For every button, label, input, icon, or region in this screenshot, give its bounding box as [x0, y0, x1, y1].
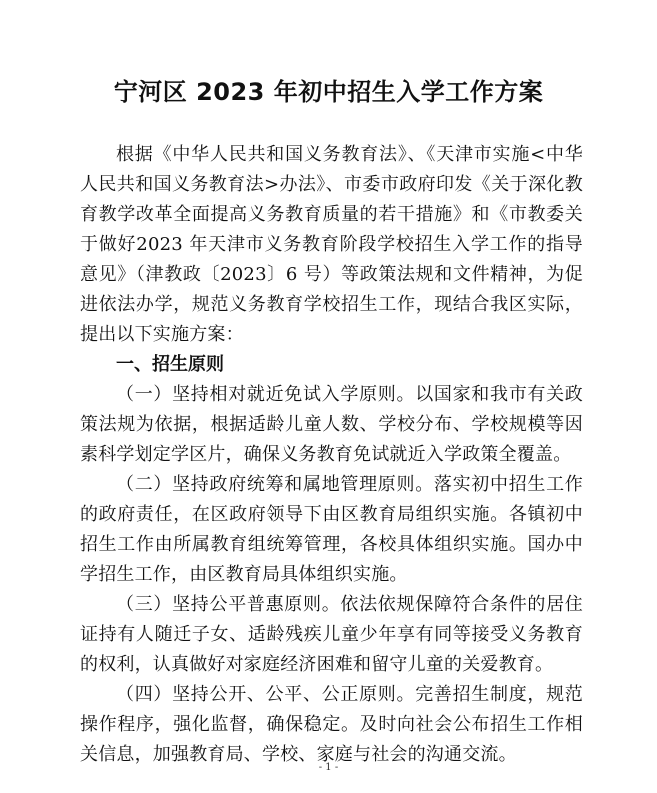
principle-paragraph: （二）坚持政府统筹和属地管理原则。落实初中招生工作的政府责任，在区政府领导下由区教育局组织实施。各镇初中招生工作由所属教育组统筹管理，各校具体组织实施。国办中学招生工作，由区教育局具体组织实施。	[80, 474, 583, 585]
principle-paragraph: （三）坚持公平普惠原则。依法依规保障符合条件的居住证持有人随迁子女、适龄残疾儿童少年享有同等接受义务教育的权利，认真做好对家庭经济困难和留守儿童的关爱教育。	[80, 594, 583, 675]
principle-paragraph: （四）坚持公开、公平、公正原则。完善招生制度，规范操作程序，强化监督，确保稳定。及时向社会公布招生工作相关信息，加强教育局、学校、家庭与社会的沟通交流。	[80, 684, 583, 765]
principle-paragraph: （一）坚持相对就近免试入学原则。以国家和我市有关政策法规为依据，根据适龄儿童人数、学校分布、学校规模等因素科学划定学区片，确保义务教育免试就近入学政策全覆盖。	[80, 384, 583, 465]
section-heading: 一、招生原则	[116, 354, 224, 375]
page-number: - 1 -	[318, 762, 339, 773]
intro-paragraph: 根据《中华人民共和国义务教育法》、《天津市实施<中华人民共和国义务教育法>办法》、市委市政府印发《关于深化教育教学改革全面提高义务教育质量的若干措施》和《市教委关于做好2023 年天津市义务教育阶段学校招生入学工作的指导意见》（津教政〔2023〕6 号）等政策法规和文件精神，为促进依法办学，规范义务教育学校招生工作，现结合我区实际，提出以下实施方案：	[80, 144, 583, 345]
document-body	[80, 140, 583, 770]
document-title: 宁河区 2023 年初中招生入学工作方案	[113, 78, 544, 106]
